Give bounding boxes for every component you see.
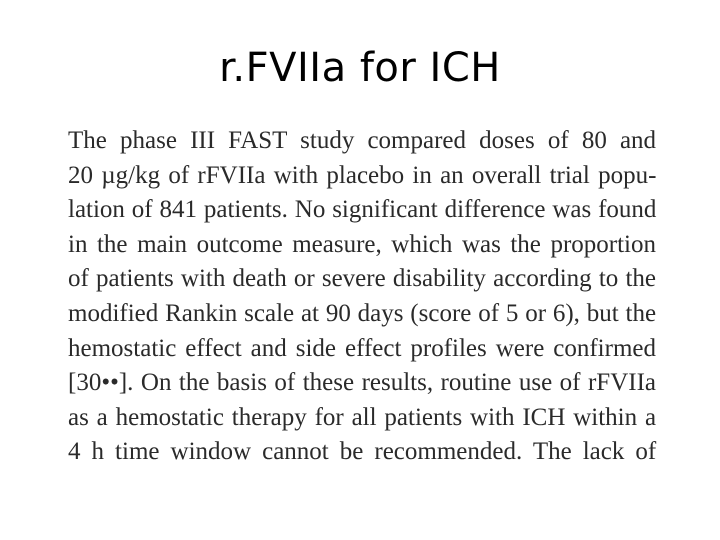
excerpt-line: The phase III FAST study compared doses of 80 and: [68, 127, 657, 154]
excerpt-line: lation of 841 patients. No significant difference was found: [68, 196, 657, 224]
article-excerpt: [68, 124, 656, 470]
slide-title: r.FVIIa for ICH: [219, 45, 501, 91]
excerpt-line: of patients with death or severe disability according to the: [68, 265, 656, 293]
excerpt-line: [30••]. On the basis of these results, routine use of rFVIIa: [68, 369, 656, 397]
excerpt-line: as a hemostatic therapy for all patients with ICH within a: [68, 403, 657, 431]
excerpt-line: 4 h time window cannot be recommended. The lack of: [68, 438, 657, 466]
excerpt-line: 20 µg/kg of rFVIIa with placebo in an overall trial popu-: [68, 161, 657, 189]
excerpt-line: hemostatic effect and side effect profiles were confirmed: [68, 334, 656, 362]
excerpt-line: in the main outcome measure, which was the proportion: [68, 230, 656, 258]
excerpt-line: modified Rankin scale at 90 days (score of 5 or 6), but the: [68, 299, 657, 327]
